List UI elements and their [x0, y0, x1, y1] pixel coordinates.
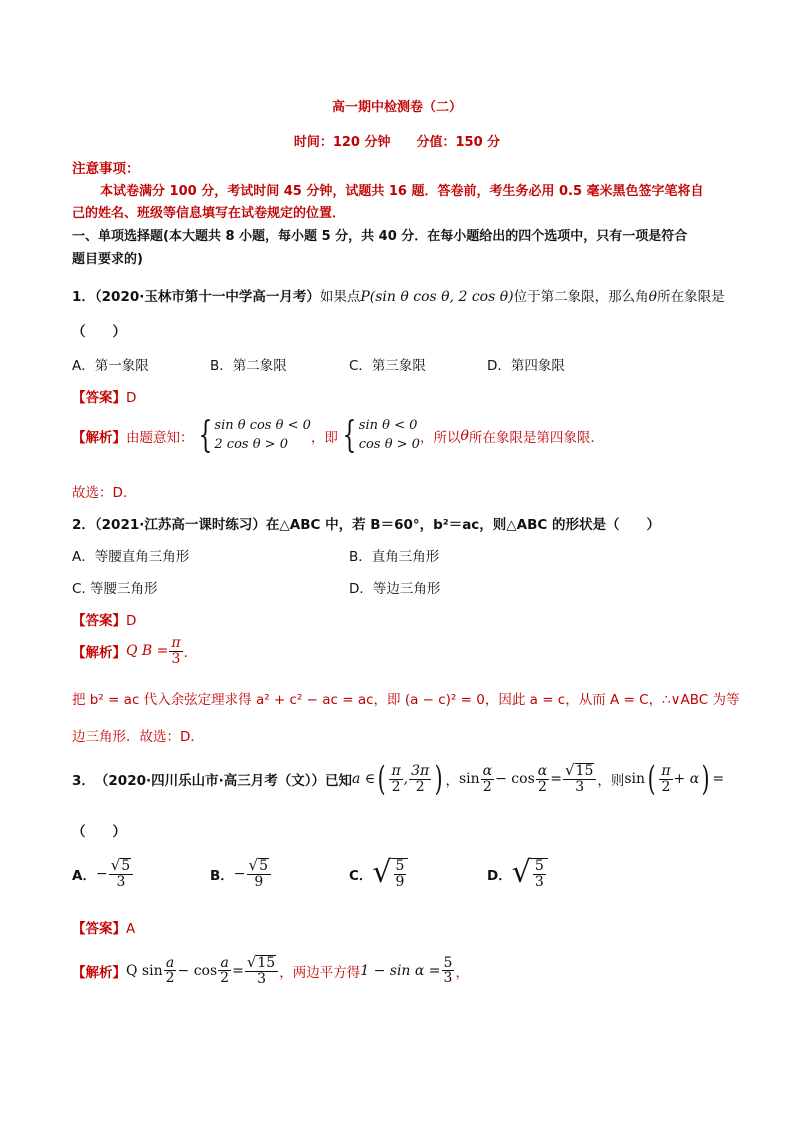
- notice-line-1: 本试卷满分 100 分，考试时间 45 分钟，试题共 16 题．答卷前，考生务必用 0.5 毫米黑色签字笔将自: [100, 184, 704, 199]
- analysis-line: [72, 955, 469, 986]
- analysis-line-2: 把 b² = ac 代入余弦定理求得 a² + c² − ac = ac，即 (a − c)² = 0，因此 a = c，从而 A = C，∴∨ABC 为等: [72, 692, 740, 708]
- option-b: B． − √ 5 9: [210, 858, 272, 889]
- answer-blank: （ ）: [72, 824, 126, 840]
- formula: =: [550, 771, 562, 787]
- option-b: B．直角三角形: [349, 549, 440, 565]
- question-source: （2020·玉林市第十一中学高一月考）: [94, 289, 320, 305]
- notice-line-2: 己的姓名、班级等信息填写在试卷规定的位置．: [72, 206, 346, 221]
- fraction: √ 15 3: [563, 763, 596, 794]
- analysis-label: 【解析】: [72, 964, 126, 981]
- option-d: D．第四象限: [487, 358, 565, 374]
- analysis-text: ，两边平方得: [279, 964, 361, 981]
- stem-text: 所在象限是: [657, 289, 725, 305]
- analysis-text: ．: [183, 645, 198, 662]
- fraction: $\frac{\alpha}{2}$: [537, 762, 548, 795]
- fraction: $\frac{a}{2}$: [220, 954, 230, 987]
- formula: Q sin: [126, 962, 163, 979]
- formula: sin: [458, 771, 480, 787]
- option-c: C． √ $\frac{5}{9}$: [349, 858, 408, 889]
- fraction: $\frac{\pi}{3}$: [171, 635, 181, 667]
- option-d: D． √ $\frac{5}{3}$: [487, 858, 548, 889]
- question-source: （2020·四川乐山市·高三月考（文））: [94, 773, 325, 789]
- stem-text: ，: [445, 773, 459, 789]
- analysis-label: 【解析】: [72, 645, 126, 662]
- answer-label: 【答案】: [72, 613, 126, 629]
- option-c: C. 等腰三角形: [72, 581, 158, 597]
- question-number: 2．: [72, 517, 95, 533]
- formula: =: [712, 771, 725, 787]
- answer-line: [72, 609, 136, 629]
- formula: − cos: [177, 962, 218, 979]
- analysis-text: ，: [455, 964, 469, 981]
- inequality-system: { sin θ < 0 cos θ > 0: [342, 414, 420, 456]
- question-source: （2021·江苏高一课时练习）: [94, 517, 266, 533]
- analysis-text: 由题意知：: [126, 429, 194, 446]
- answer-blank: （ ）: [72, 324, 126, 340]
- answer-line: [72, 917, 135, 937]
- analysis-line: [72, 636, 197, 666]
- question-1-stem: [72, 285, 725, 305]
- section-heading-line-2: 题目要求的): [72, 252, 143, 267]
- option-c: C．第三象限: [349, 358, 426, 374]
- formula: Q B =: [126, 643, 169, 660]
- analysis-text: ，所以: [419, 429, 461, 446]
- analysis-label: 【解析】: [72, 429, 126, 446]
- stem-text: 如果点: [319, 289, 361, 305]
- page-title: 高一期中检测卷（二）: [331, 100, 462, 115]
- analysis-text: 所在象限是第四象限.: [468, 429, 595, 446]
- option-d: D．等边三角形: [349, 581, 441, 597]
- exam-meta: 时间：120 分钟 分值：150 分: [293, 135, 501, 150]
- answer-label: 【答案】: [72, 921, 126, 937]
- fraction: $\frac{5}{3}$: [443, 954, 453, 987]
- formula: 1 − sin α =: [360, 962, 441, 979]
- fraction: $\frac{3\pi}{2}$: [411, 762, 430, 795]
- option-b: B．第二象限: [210, 358, 287, 374]
- question-2-stem: [72, 513, 660, 533]
- formula: P(sin θ cos θ, 2 cos θ): [360, 289, 514, 305]
- option-a: A． − √ 5 3: [72, 858, 134, 889]
- formula: a ∈: [352, 771, 376, 787]
- answer-value: D: [126, 390, 137, 406]
- theta-symbol: θ: [460, 427, 469, 444]
- stem-text: 在△ABC 中，若 B＝60°，b²＝ac，则△ABC 的形状是（ ）: [265, 517, 661, 533]
- fraction: $\frac{\pi}{2}$: [661, 762, 671, 795]
- formula: =: [232, 962, 244, 979]
- answer-value: A: [126, 921, 136, 937]
- formula: + α: [673, 771, 700, 787]
- theta-symbol: θ: [648, 289, 658, 305]
- fraction: $\frac{a}{2}$: [165, 954, 175, 987]
- section-heading-line-1: 一、单项选择题(本大题共 8 小题，每小题 5 分，共 40 分．在每小题给出的四个选项中，只有一项是符合: [72, 229, 688, 244]
- option-a: A．第一象限: [72, 358, 149, 374]
- formula: − cos: [495, 771, 535, 787]
- question-number: 1．: [72, 289, 95, 305]
- conclusion: 故选：D.: [72, 485, 128, 501]
- stem-text: 已知: [325, 773, 352, 789]
- question-3-stem: 3． （2020·四川乐山市·高三月考（文）） 已知 a ∈ ( $\frac{\pi}{2}$ , $\frac{3\pi}{2}$ ) ， sin $\frac{\alpha}{2}$ − cos $\frac{\alpha}{2}$ = √ 15 3 ，则 sin ( $\frac{\pi}{2}$ + α ) =: [72, 759, 725, 799]
- notice-heading: 注意事项：: [72, 161, 140, 177]
- option-a: A．等腰直角三角形: [72, 549, 190, 565]
- question-number: 3．: [72, 773, 95, 789]
- answer-label: 【答案】: [72, 390, 126, 406]
- analysis-line-3: 边三角形．故选：D．: [72, 729, 204, 745]
- fraction: $\frac{\pi}{2}$: [391, 762, 401, 795]
- analysis-text: ，即: [310, 429, 338, 446]
- answer-line: [72, 386, 136, 406]
- fraction: $\frac{\alpha}{2}$: [482, 762, 493, 795]
- stem-text: 位于第二象限，那么角: [513, 289, 649, 305]
- answer-value: D: [126, 613, 137, 629]
- inequality-system: { sin θ cos θ < 0 2 cos θ > 0: [198, 414, 311, 456]
- formula: sin: [624, 771, 646, 787]
- analysis-line: [72, 414, 595, 456]
- stem-text: ，则: [597, 773, 625, 789]
- fraction: √ 15 3: [245, 955, 278, 986]
